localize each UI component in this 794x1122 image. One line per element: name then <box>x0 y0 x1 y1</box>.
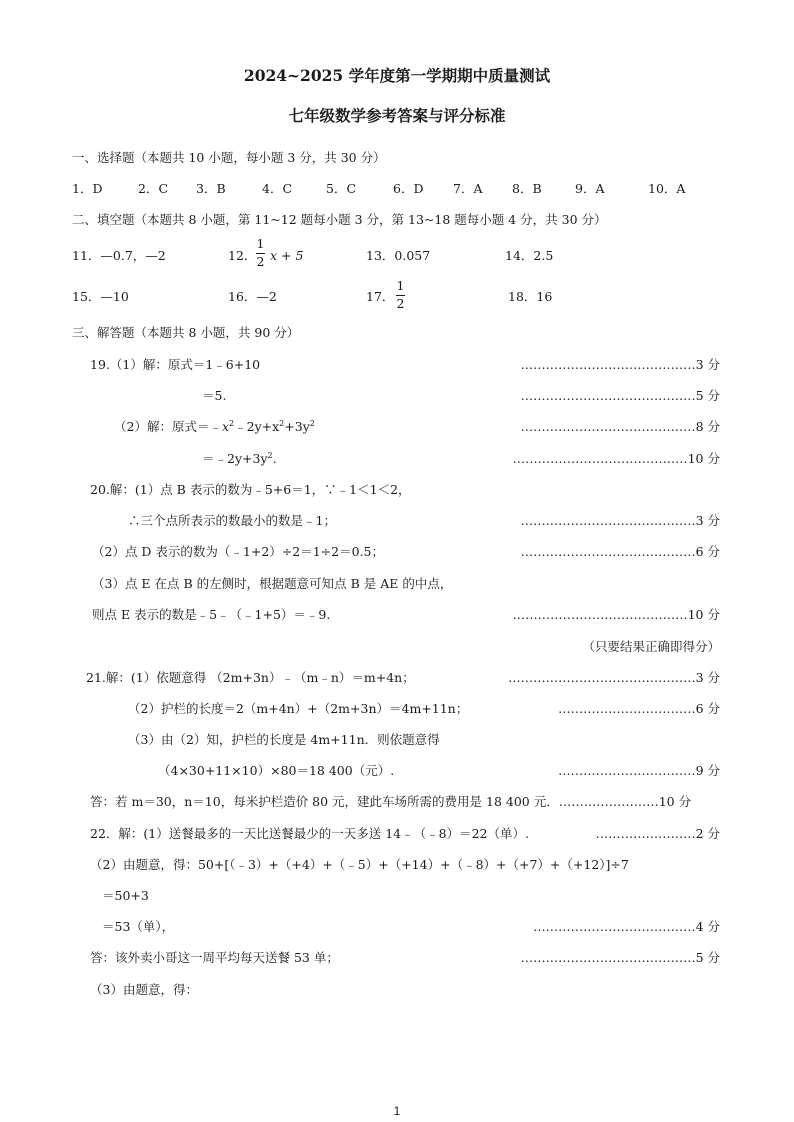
q19-line-4 <box>202 453 277 466</box>
exponent: 2 <box>267 451 273 460</box>
q22-line-3: ＝50+3 <box>102 888 149 903</box>
fraction-numerator: 1 <box>256 236 265 251</box>
section1-heading: 一、选择题（本题共 10 小题，每小题 3 分，共 30 分） <box>72 150 386 165</box>
mc-answer: 7．A <box>453 181 483 196</box>
exam-title: 2024~2025 学年度第一学期期中质量测试 <box>243 66 551 85</box>
q19-line-3-text: ﹣2y+x <box>234 419 280 434</box>
mc-answer: 6．D <box>393 181 424 196</box>
q21-line-2: （2）护栏的长度＝2（m+4n）+（2m+3n）＝4m+11n； <box>128 701 469 716</box>
q22-line-5: 答：该外卖小哥这一周平均每天送餐 53 单； <box>90 950 339 965</box>
q19-line-3 <box>114 421 315 434</box>
mc-answer: 4．C <box>262 181 293 196</box>
variable-x: x <box>221 419 230 434</box>
q19-score-3: ……………………………………8 分 <box>520 419 720 434</box>
fraction-denominator: 2 <box>396 295 405 311</box>
fill-answer-12-expression: x + 5 <box>270 248 304 263</box>
q21-line-4: （4×30+11×10）×80＝18 400（元）. <box>158 763 395 778</box>
fill-answer-14: 14．2.5 <box>505 248 554 263</box>
section2-heading: 二、填空题（本题共 8 小题，第 11~12 题每小题 3 分，第 13~18 题每小题 4 分，共 30 分） <box>72 212 607 227</box>
fraction-one-half <box>396 280 405 310</box>
q20-line-1: 20.解：(1）点 B 表示的数为﹣5+6＝1，∵﹣1＜1＜2， <box>90 482 411 497</box>
q20-line-4: （3）点 E 在点 B 的左侧时，根据题意可知点 B 是 AE 的中点， <box>92 576 453 591</box>
fraction-denominator: 2 <box>256 253 265 269</box>
q20-note: （只要结果正确即得分） <box>582 639 720 654</box>
q20-line-5: 则点 E 表示的数是﹣5﹣（﹣1+5）＝﹣9. <box>92 607 331 622</box>
q21-score-1: ………………………………………3 分 <box>508 670 720 685</box>
q21-line-1: 21.解：(1）依题意得 （2m+3n）﹣（m﹣n）＝m+4n； <box>86 670 415 685</box>
q22-line-1: 22．解：(1）送餐最多的一天比送餐最少的一天多送 14﹣（﹣8）＝22（单）. <box>90 826 529 841</box>
q20-score-5: ……………………………………10 分 <box>512 607 720 622</box>
fraction-one-half <box>256 238 265 268</box>
mc-answer: 1．D <box>72 181 103 196</box>
exponent: 2 <box>279 419 285 428</box>
exponent: 2 <box>229 419 235 428</box>
q19-line-3-text: （2）解：原式＝﹣ <box>114 419 222 434</box>
fraction-numerator: 1 <box>396 278 405 293</box>
q20-score-3: ……………………………………6 分 <box>520 544 720 559</box>
q20-line-2: ∴三个点所表示的数最小的数是﹣1； <box>128 513 336 528</box>
q19-line-1: 19.（1）解：原式＝1﹣6+10 <box>90 357 261 372</box>
fill-answer-15: 15．—10 <box>72 289 129 304</box>
q21-score-2: ……………………………6 分 <box>558 701 720 716</box>
q19-score-2: ……………………………………5 分 <box>520 388 720 403</box>
answer-key-title: 七年级数学参考答案与评分标准 <box>288 106 506 125</box>
mc-answer: 2．C <box>138 181 169 196</box>
q22-score-5: ……………………………………5 分 <box>520 950 720 965</box>
q19-line-4-text: . <box>272 451 277 466</box>
page-number: 1 <box>393 1104 401 1118</box>
q20-line-3: （2）点 D 表示的数为（﹣1+2）÷2＝1÷2＝0.5； <box>92 544 384 559</box>
fill-answer-18: 18．16 <box>508 289 553 304</box>
q21-score-4: ……………………………9 分 <box>558 763 720 778</box>
q19-line-4-text: ＝﹣2y+3y <box>202 451 268 466</box>
q22-score-1: ……………………2 分 <box>595 826 720 841</box>
fill-answer-17-label: 17． <box>366 289 395 304</box>
mc-answer: 3．B <box>196 181 226 196</box>
fill-answer-11: 11．—0.7，—2 <box>72 248 166 263</box>
q22-line-4: ＝53（单）， <box>102 919 175 934</box>
mc-answer: 10．A <box>648 181 686 196</box>
q22-line-2: （2）由题意，得：50+[（﹣3）+（+4）+（﹣5）+（+14）+（﹣8）+（+7）+（+12）]÷7 <box>90 857 629 872</box>
q20-score-2: ……………………………………3 分 <box>520 513 720 528</box>
mc-answer: 8．B <box>512 181 542 196</box>
q19-score-4: ……………………………………10 分 <box>512 451 720 466</box>
q22-line-6: （3）由题意，得： <box>90 982 198 997</box>
q21-conclusion: 答：若 m＝30，n＝10，每米护栏造价 80 元，建此车场所需的费用是 18 400 元．……………………10 分 <box>90 794 692 809</box>
fill-answer-13: 13．0.057 <box>366 248 431 263</box>
q19-line-3-text: +3y <box>284 419 310 434</box>
q19-score-1: ……………………………………3 分 <box>520 357 720 372</box>
fill-answer-16: 16．—2 <box>228 289 277 304</box>
section3-heading: 三、解答题（本题共 8 小题，共 90 分） <box>72 325 300 340</box>
mc-answer: 9．A <box>575 181 605 196</box>
exponent: 2 <box>309 419 315 428</box>
q22-score-4: …………………………………4 分 <box>533 919 720 934</box>
fill-answer-12-label: 12． <box>228 248 257 263</box>
q19-line-2: ＝5. <box>202 388 227 403</box>
q21-line-3: （3）由（2）知，护栏的长度是 4m+11n．则依题意得 <box>128 732 440 747</box>
mc-answer: 5．C <box>326 181 357 196</box>
